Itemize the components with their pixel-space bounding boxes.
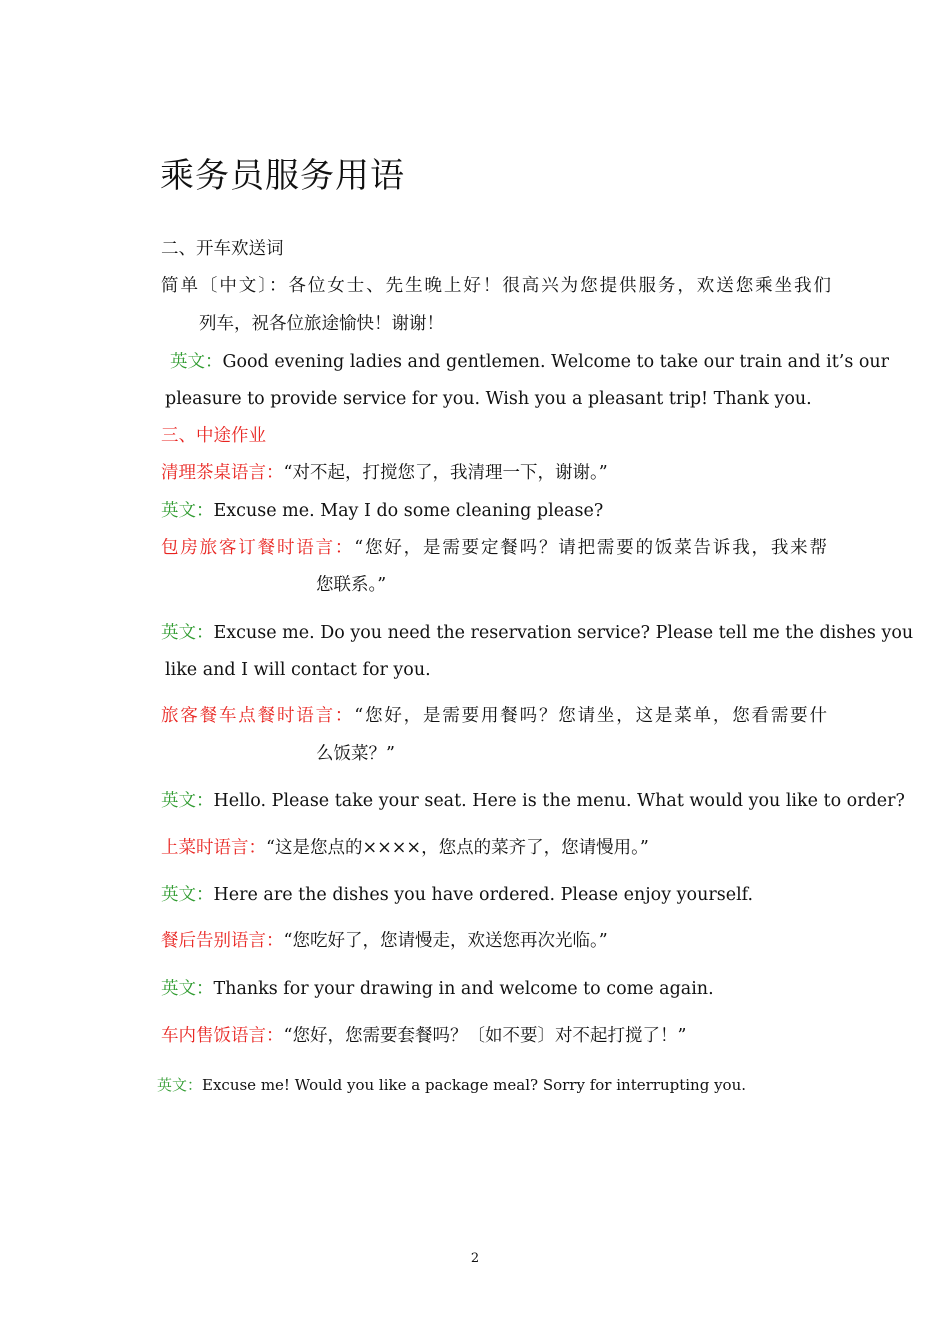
phrase-meal-sales-en (157, 1071, 827, 1099)
en-text: Excuse me. Do you need the reservation service? Please tell me the dishes you (213, 623, 914, 643)
phrase-label: 上菜时语言： (161, 838, 266, 858)
page-title: 乘务员服务用语 (160, 156, 405, 196)
phrase-text: “您好，您需要套餐吗？〔如不要〕对不起打搅了！” (283, 1026, 687, 1046)
en-label: 英文： (161, 979, 214, 999)
phrase-text: “您好，是需要定餐吗？请把需要的饭菜告诉我，我来帮 (354, 538, 827, 558)
welcome-en-text-2: pleasure to provide service for you. Wish you a pleasant trip! Thank you. (165, 389, 812, 409)
welcome-cn-text-1: 各位女士、先生晚上好！很高兴为您提供服务，欢送您乘坐我们 (288, 276, 831, 296)
phrase-farewell-en (161, 975, 831, 1003)
phrase-label: 清理茶桌语言： (161, 463, 284, 483)
welcome-cn-label: 简单〔中文〕： (161, 276, 289, 296)
section-heading-departure-welcome: 二、开车欢送词 (161, 239, 284, 259)
phrase-text: “您好，是需要用餐吗？您请坐，这是菜单，您看需要什 (354, 706, 827, 726)
welcome-en-line-1 (170, 348, 890, 376)
en-text: Excuse me! Would you like a package meal? Sorry for interrupting you. (202, 1076, 746, 1094)
phrase-dining-car-order-en (161, 787, 905, 815)
phrase-compartment-order-en-cont: like and I will contact for you. (165, 660, 431, 680)
phrase-serving-dishes-en (161, 881, 831, 909)
welcome-cn-text-2: 列车，祝各位旅途愉快！谢谢！ (199, 314, 444, 334)
phrase-meal-sales (161, 1022, 831, 1050)
en-label: 英文： (161, 623, 214, 643)
phrase-clean-table (161, 459, 831, 487)
en-label: 英文： (161, 791, 214, 811)
section-heading-midway-service: 三、中途作业 (161, 426, 266, 446)
phrase-text: “这是您点的××××，您点的菜齐了，您请慢用。” (266, 838, 649, 858)
phrase-text: “您吃好了，您请慢走，欢送您再次光临。” (283, 931, 608, 951)
phrase-label: 旅客餐车点餐时语言： (161, 706, 355, 726)
en-text: Here are the dishes you have ordered. Please enjoy yourself. (213, 885, 754, 905)
welcome-en-text-1: Good evening ladies and gentlemen. Welcome to take our train and it’s our (222, 352, 890, 372)
phrase-label: 包房旅客订餐时语言： (161, 538, 355, 558)
phrase-label: 车内售饭语言： (161, 1026, 284, 1046)
phrase-text: “对不起，打搅您了，我清理一下，谢谢。” (283, 463, 608, 483)
en-text: Hello. Please take your seat. Here is the menu. What would you like to order? (213, 791, 905, 811)
phrase-serving-dishes (161, 834, 831, 862)
en-label: 英文： (157, 1076, 203, 1094)
welcome-en-label: 英文： (170, 352, 223, 372)
phrase-dining-car-order-cont: 么饭菜？” (316, 744, 395, 764)
welcome-cn-line-1 (161, 272, 831, 300)
phrase-compartment-order-cont: 您联系。” (316, 575, 387, 595)
phrase-dining-car-order (161, 702, 827, 730)
phrase-compartment-order-en (161, 619, 914, 647)
en-text: Excuse me. May I do some cleaning please? (213, 501, 604, 521)
phrase-clean-table-en (161, 497, 831, 525)
phrase-compartment-order (161, 534, 827, 562)
phrase-farewell (161, 927, 831, 955)
phrase-label: 餐后告别语言： (161, 931, 284, 951)
en-label: 英文： (161, 501, 214, 521)
page-number: 2 (470, 1251, 480, 1266)
en-text: Thanks for your drawing in and welcome to come again. (213, 979, 714, 999)
en-label: 英文： (161, 885, 214, 905)
